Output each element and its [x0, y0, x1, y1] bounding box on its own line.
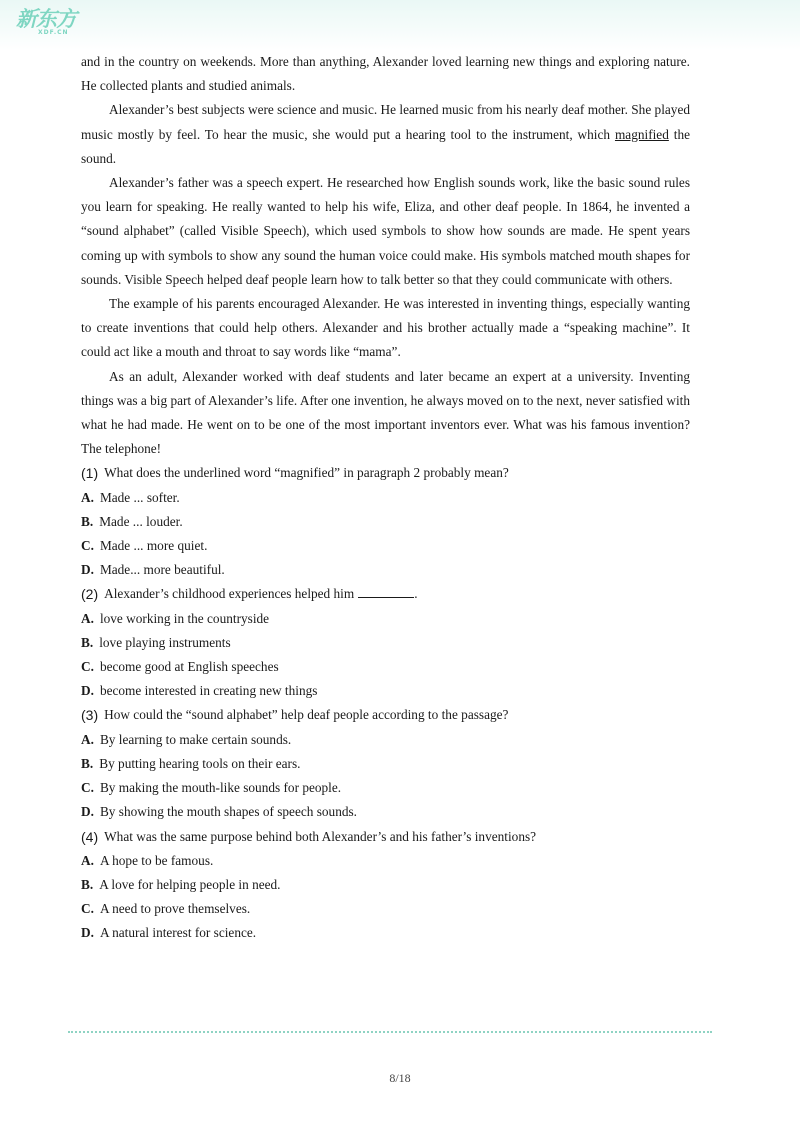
option-text: love playing instruments — [99, 634, 231, 650]
answer-option — [81, 679, 690, 703]
option-letter: A. — [81, 489, 94, 505]
question — [81, 703, 690, 727]
question-text: Alexander’s childhood experiences helped him — [104, 586, 355, 602]
option-text: A need to prove themselves. — [99, 901, 251, 917]
logo-text: 新东方 — [16, 7, 76, 31]
answer-option — [81, 486, 690, 510]
question-number: (4) — [81, 828, 99, 845]
question — [81, 825, 690, 849]
option-text: By making the mouth-like sounds for people. — [99, 780, 342, 796]
question-number: (3) — [81, 707, 99, 724]
option-letter: C. — [81, 538, 94, 554]
underlined-word: magnified — [614, 126, 669, 142]
option-letter: C. — [81, 659, 94, 675]
brand-logo — [16, 6, 96, 42]
paragraph-text: Alexander’s best subjects were science and music. He learned music from his nearly deaf mother. She played music mostly by feel. To hear the music, she would put a hearing tool to the instrument, which — [81, 102, 690, 142]
option-text: A hope to be famous. — [99, 852, 214, 868]
answer-option — [81, 607, 690, 631]
answer-option — [81, 558, 690, 582]
answer-option — [81, 534, 690, 558]
paragraph-text: the sound. — [81, 126, 691, 166]
option-letter: B. — [81, 513, 94, 529]
question-number: (1) — [81, 465, 99, 482]
question-text: What does the underlined word “magnified” in paragraph 2 probably mean? — [104, 465, 509, 481]
answer-option — [81, 510, 690, 534]
answer-option — [81, 776, 690, 800]
answer-option — [81, 631, 690, 655]
option-text: love working in the countryside — [99, 610, 270, 626]
question-number: (2) — [81, 586, 99, 603]
option-letter: A. — [81, 731, 94, 747]
option-text: Made ... softer. — [99, 489, 180, 505]
answer-option — [81, 655, 690, 679]
logo-subtext: XDF.CN — [38, 29, 69, 36]
option-letter: D. — [81, 683, 94, 699]
passage-paragraph: and in the country on weekends. More than anything, Alexander loved learning new things and exploring nature. He collected plants and studied animals. — [81, 54, 690, 94]
option-letter: C. — [81, 901, 94, 917]
passage-paragraph: The example of his parents encouraged Alexander. He was interested in inventing things, especially wanting to create inventions that could help others. Alexander and his brother actually made a “speaking machine”. It could act like a mouth and throat to say words like “mama”. — [81, 296, 690, 360]
question-text: What was the same purpose behind both Alexander’s and his father’s inventions? — [104, 828, 537, 844]
option-letter: D. — [81, 804, 94, 820]
answer-option — [81, 873, 690, 897]
option-text: A love for helping people in need. — [99, 876, 281, 892]
document-content — [81, 50, 690, 946]
option-letter: A. — [81, 610, 94, 626]
option-letter: C. — [81, 780, 94, 796]
answer-option — [81, 921, 690, 945]
question — [81, 582, 690, 606]
passage-paragraph — [81, 98, 690, 171]
footer-divider — [68, 1031, 712, 1033]
question — [81, 461, 690, 485]
option-text: become interested in creating new things — [99, 683, 318, 699]
option-letter: B. — [81, 755, 94, 771]
option-text: Made ... more quiet. — [99, 538, 208, 554]
option-text: By learning to make certain sounds. — [99, 731, 292, 747]
answer-option — [81, 752, 690, 776]
option-text: A natural interest for science. — [99, 925, 257, 941]
answer-option — [81, 897, 690, 921]
option-letter: D. — [81, 925, 94, 941]
answer-option — [81, 800, 690, 824]
passage-paragraph: As an adult, Alexander worked with deaf students and later became an expert at a university. Inventing things was a big part of Alexander’s life. After one invention, he always moved on to the next, never satisfied with what he had made. He went on to be one of the most important inventors ever. What was his famous invention? The telephone! — [81, 368, 690, 457]
option-text: By showing the mouth shapes of speech sounds. — [99, 804, 357, 820]
answer-blank — [358, 585, 414, 598]
option-text: become good at English speeches — [99, 659, 279, 675]
option-letter: A. — [81, 852, 94, 868]
answer-option — [81, 849, 690, 873]
question-text-end: . — [414, 586, 418, 602]
question-text-wrap — [104, 582, 417, 606]
header-band — [0, 0, 800, 50]
option-text: Made... more beautiful. — [99, 562, 225, 578]
question-text: How could the “sound alphabet” help deaf people according to the passage? — [104, 707, 509, 723]
passage-paragraph: Alexander’s father was a speech expert. He researched how English sounds work, like the basic sound rules you learn for speaking. He really wanted to help his wife, Eliza, and other deaf people. In 1864, he invented a “sound alphabet” (called Visible Speech), which used symbols to show how sounds are made. He spent years coming up with symbols to show any sound the human voice could make. His symbols matched mouth shapes for sounds. Visible Speech helped deaf people learn how to talk better so that they could communicate with others. — [81, 175, 690, 287]
option-letter: B. — [81, 876, 94, 892]
page-number: 8/18 — [389, 1071, 411, 1085]
answer-option — [81, 728, 690, 752]
option-text: Made ... louder. — [99, 513, 183, 529]
option-letter: D. — [81, 562, 94, 578]
option-text: By putting hearing tools on their ears. — [99, 755, 301, 771]
option-letter: B. — [81, 634, 94, 650]
